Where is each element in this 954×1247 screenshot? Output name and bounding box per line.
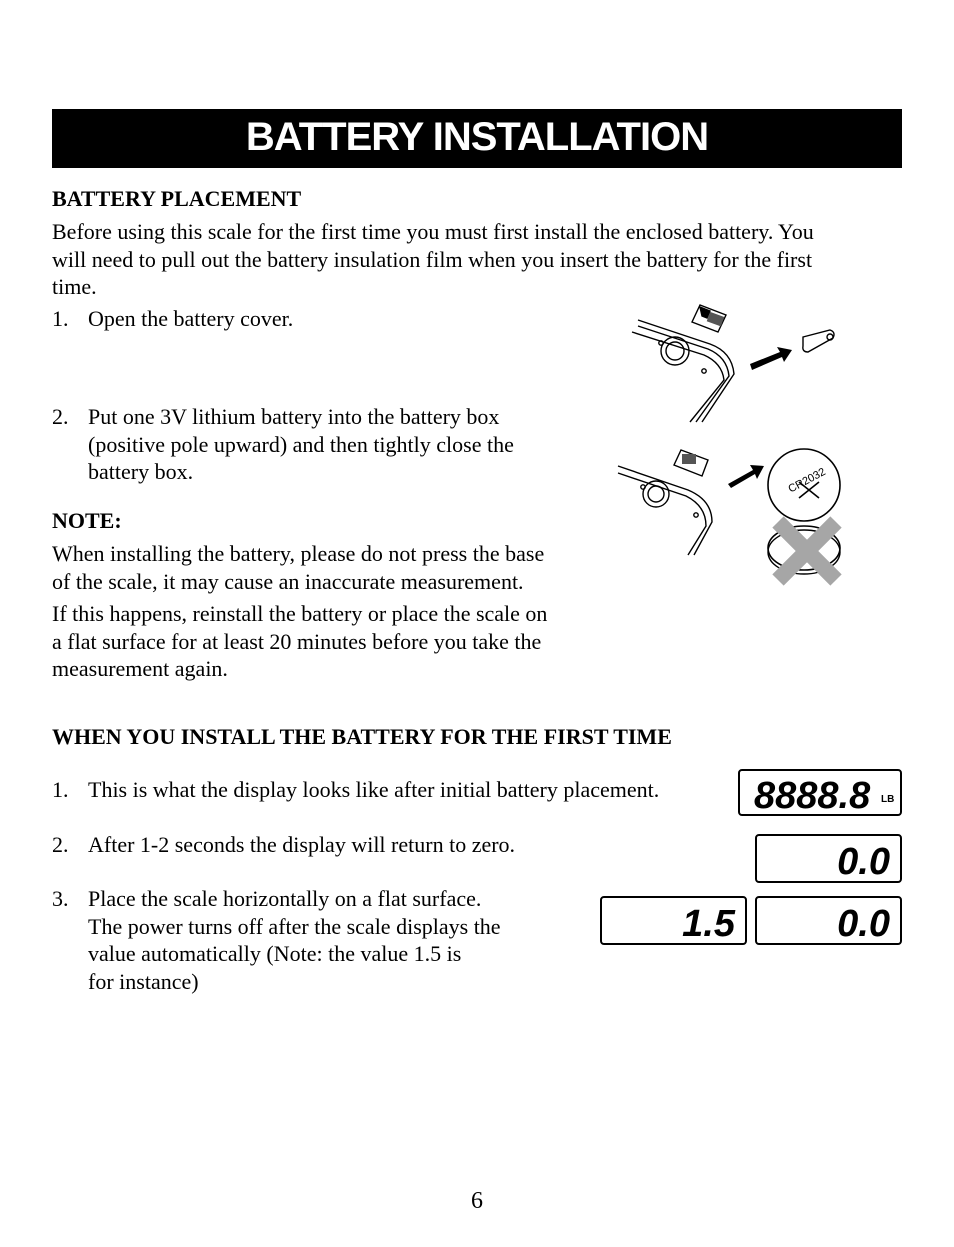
page-title: BATTERY INSTALLATION: [245, 115, 709, 159]
intro-line: time.: [52, 274, 97, 299]
step-text: [88, 403, 514, 486]
note-heading: NOTE:: [52, 508, 122, 533]
step-number: 1.: [52, 306, 69, 331]
lcd-display-example: [600, 896, 747, 945]
step-line: value automatically (Note: the value 1.5 is: [88, 941, 462, 966]
lcd-digits: 8888.8: [754, 775, 871, 814]
step-line: (positive pole upward) and then tightly close the: [88, 431, 514, 457]
note-paragraph-1: [52, 540, 544, 595]
lcd-digits: 1.5: [682, 903, 735, 943]
note-line: a flat surface for at least 20 minutes before you take the: [52, 628, 542, 654]
step-text: Open the battery cover.: [88, 306, 294, 331]
note-paragraph-2: [52, 600, 547, 683]
lcd-unit: LB: [881, 794, 895, 805]
intro-line: will need to pull out the battery insulation film when you insert the battery for the first: [52, 246, 813, 272]
step-text: [88, 885, 501, 995]
step-text: This is what the display looks like after initial battery placement.: [88, 777, 660, 802]
title-banner: [52, 109, 902, 168]
step-line: battery box.: [88, 459, 194, 484]
insert-battery-illustration: [616, 440, 846, 590]
step-line: The power turns off after the scale displays the: [88, 913, 501, 939]
page-number: 6: [471, 1188, 483, 1214]
note-line: If this happens, reinstall the battery or place the scale on: [52, 601, 548, 626]
arrow-icon: [750, 347, 792, 370]
battery-label: CR2032: [786, 465, 828, 496]
lcd-display-zero-off: [755, 896, 902, 945]
lcd-digits: 0.0: [837, 841, 890, 881]
arrow-icon: [728, 465, 764, 488]
note-line: measurement again.: [52, 656, 228, 681]
step-line: for instance): [88, 968, 199, 994]
step-line: Put one 3V lithium battery into the battery box: [88, 404, 500, 429]
lcd-digits: 0.0: [837, 903, 890, 943]
step-number: 2.: [52, 404, 69, 429]
intro-line: Before using this scale for the first time you must first install the enclosed battery. You: [52, 219, 814, 244]
step-line: Place the scale horizontally on a flat surface.: [88, 886, 482, 911]
note-line: of the scale, it may cause an inaccurate measurement.: [52, 568, 524, 594]
section-heading-first-time: WHEN YOU INSTALL THE BATTERY FOR THE FIRST TIME: [52, 724, 672, 749]
open-cover-illustration: [630, 292, 845, 427]
lcd-display-full: [738, 769, 902, 816]
step-number: 1.: [52, 777, 69, 802]
intro-paragraph: [52, 218, 902, 301]
step-text: After 1-2 seconds the display will return to zero.: [88, 832, 516, 857]
step-number: 3.: [52, 886, 69, 911]
lcd-display-zero: [755, 834, 902, 883]
note-line: When installing the battery, please do not press the base: [52, 541, 545, 566]
section-heading-battery-placement: BATTERY PLACEMENT: [52, 186, 302, 211]
step-number: 2.: [52, 832, 69, 857]
